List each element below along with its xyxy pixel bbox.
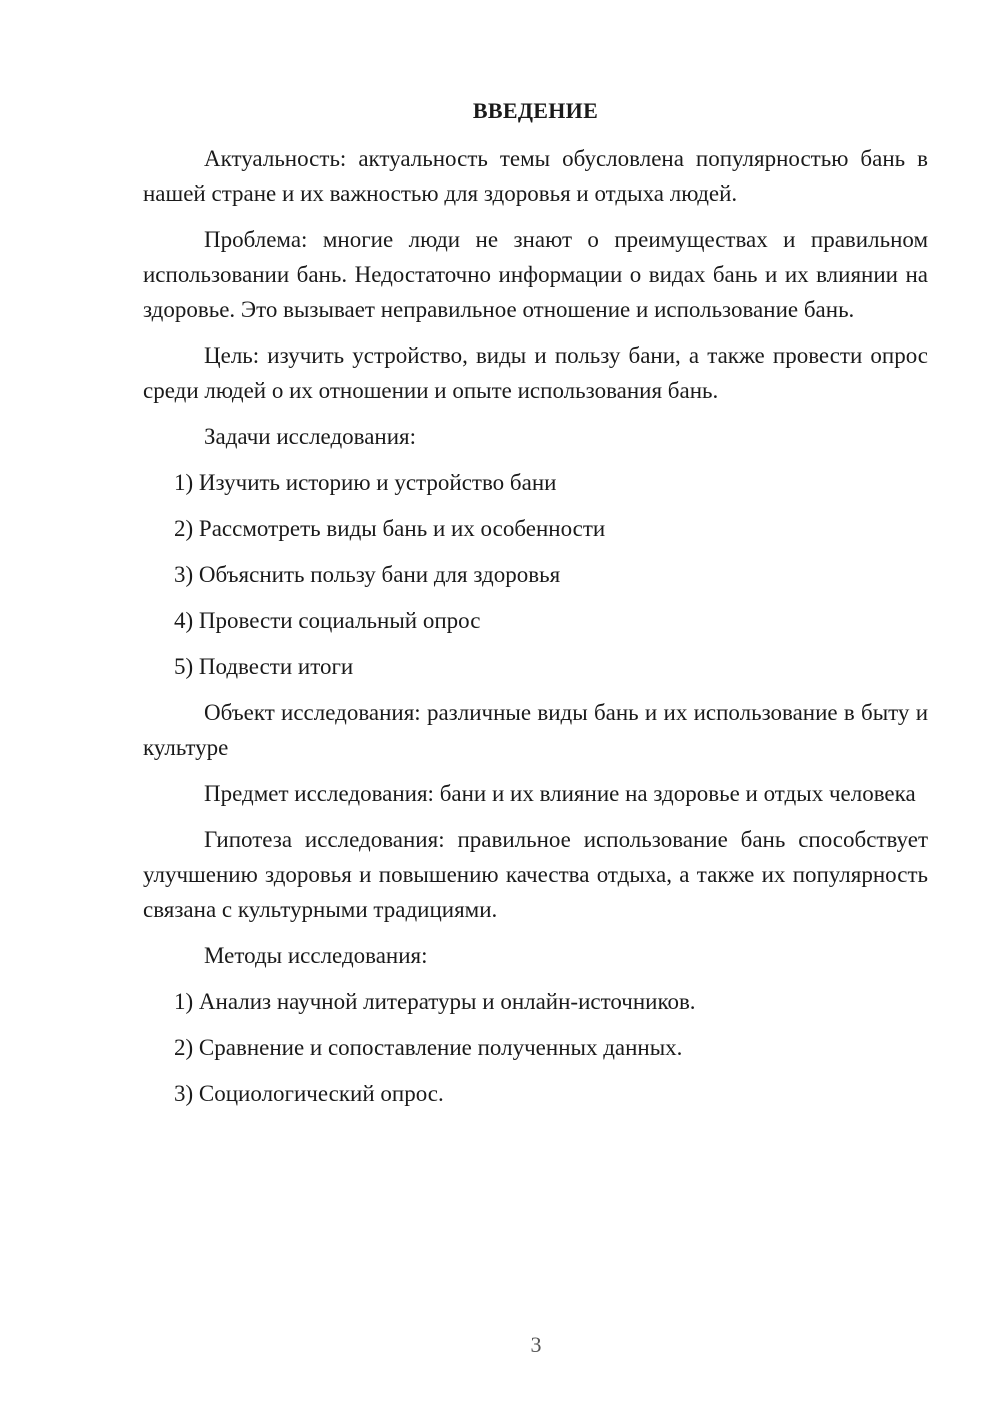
page-number: 3 bbox=[530, 1332, 542, 1357]
hypothesis-paragraph: Гипотеза исследования: правильное использование бань способствует улучшению здоровья и повышению качества отдыха, а также их популярность связана с культурными традициями. bbox=[143, 827, 928, 922]
relevance-paragraph: Актуальность: актуальность темы обусловлена популярностью бань в нашей стране и их важностью для здоровья и отдыха людей. bbox=[143, 146, 928, 206]
list-item: 3) Социологический опрос. bbox=[174, 1081, 444, 1106]
problem-paragraph: Проблема: многие люди не знают о преимуществах и правильном использовании бань. Недостаточно информации о видах бань и их влиянии на здоровье. Это вызывает неправильное отношение и использование бань. bbox=[143, 227, 928, 322]
list-item: 1) Изучить историю и устройство бани bbox=[174, 470, 557, 495]
tasks-heading: Задачи исследования: bbox=[204, 424, 417, 449]
methods-heading: Методы исследования: bbox=[204, 943, 428, 968]
list-item: 3) Объяснить пользу бани для здоровья bbox=[174, 562, 561, 587]
tasks-list bbox=[143, 465, 928, 684]
object-paragraph: Объект исследования: различные виды бань и их использование в быту и культуре bbox=[143, 700, 928, 760]
goal-paragraph: Цель: изучить устройство, виды и пользу бани, а также провести опрос среди людей о их отношении и опыте использования бань. bbox=[143, 343, 928, 403]
list-item: 2) Сравнение и сопоставление полученных данных. bbox=[174, 1035, 683, 1060]
methods-list bbox=[143, 984, 928, 1111]
subject-paragraph: Предмет исследования: бани и их влияние на здоровье и отдых человека bbox=[204, 781, 916, 806]
list-item: 1) Анализ научной литературы и онлайн-источников. bbox=[174, 989, 696, 1014]
list-item: 5) Подвести итоги bbox=[174, 654, 354, 679]
list-item: 4) Провести социальный опрос bbox=[174, 608, 481, 633]
section-title: ВВЕДЕНИЕ bbox=[472, 98, 599, 123]
page-content bbox=[143, 96, 928, 1122]
list-item: 2) Рассмотреть виды бань и их особенности bbox=[174, 516, 606, 541]
